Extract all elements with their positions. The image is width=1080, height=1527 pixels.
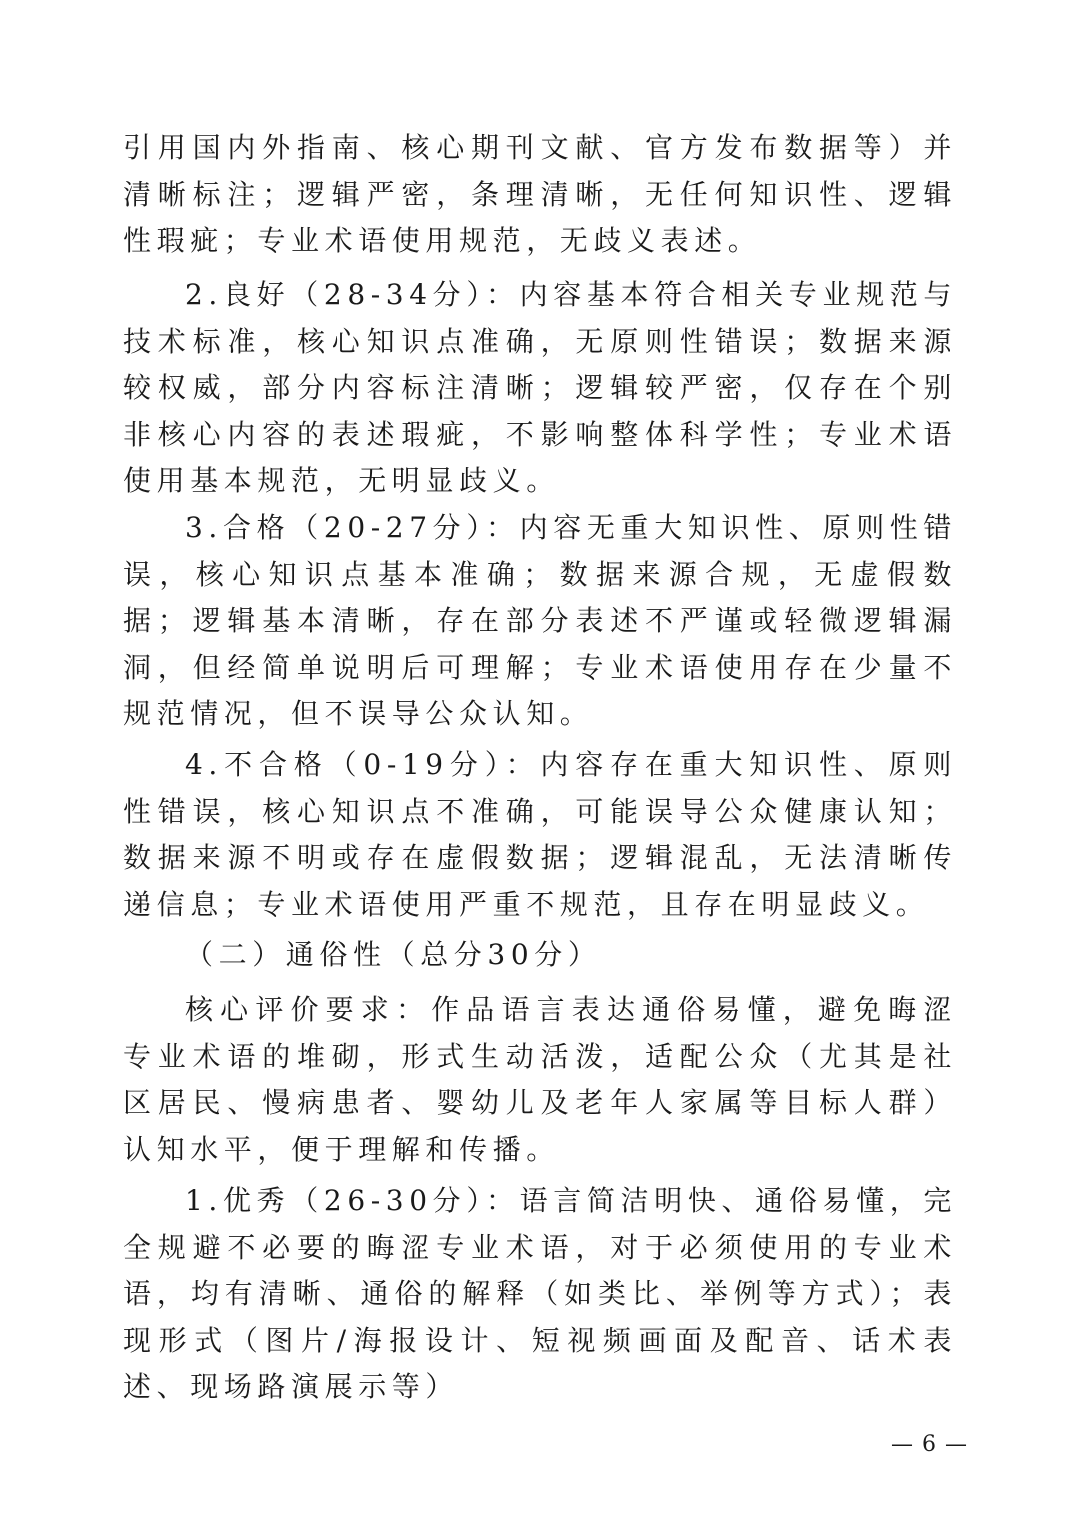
- section-heading-popularity: （二）通俗性（总分30分）: [185, 938, 602, 971]
- paragraph-core-requirement: 核心评价要求：作品语言表达通俗易懂，避免晦涩专业术语的堆砌，形式生动活泼，适配公众（尤其是社区居民、慢病患者、婴幼儿及老年人家属等目标人群）认知水平，便于理解和传播。: [123, 993, 957, 1166]
- paragraph-grade-fail: 4.不合格（0-19分）：内容存在重大知识性、原则性错误，核心知识点不准确，可能误导公众健康认知；数据来源不明或存在虚假数据；逻辑混乱，无法清晰传递信息；专业术语使用严重不规范，且存在明显歧义。: [123, 748, 957, 921]
- paragraph-continuation: 引用国内外指南、核心期刊文献、官方发布数据等）并清晰标注；逻辑严密，条理清晰，无任何知识性、逻辑性瑕疵；专业术语使用规范，无歧义表述。: [123, 131, 957, 258]
- paragraph-grade-excellent: 1.优秀（26-30分）：语言简洁明快、通俗易懂，完全规避不必要的晦涩专业术语，对于必须使用的专业术语，均有清晰、通俗的解释（如类比、举例等方式）；表现形式（图片/海报设计、短视频画面及配音、话术表述、现场路演展示等）: [123, 1184, 957, 1404]
- page-number: — 6 —: [891, 1432, 968, 1457]
- paragraph-grade-pass: 3.合格（20-27分）：内容无重大知识性、原则性错误，核心知识点基本准确；数据来源合规，无虚假数据；逻辑基本清晰，存在部分表述不严谨或轻微逻辑漏洞，但经简单说明后可理解；专业术语使用存在少量不规范情况，但不误导公众认知。: [123, 511, 957, 731]
- paragraph-grade-good: 2.良好（28-34分）：内容基本符合相关专业规范与技术标准，核心知识点准确，无原则性错误；数据来源较权威，部分内容标注清晰；逻辑较严密，仅存在个别非核心内容的表述瑕疵，不影响整体科学性；专业术语使用基本规范，无明显歧义。: [123, 278, 957, 498]
